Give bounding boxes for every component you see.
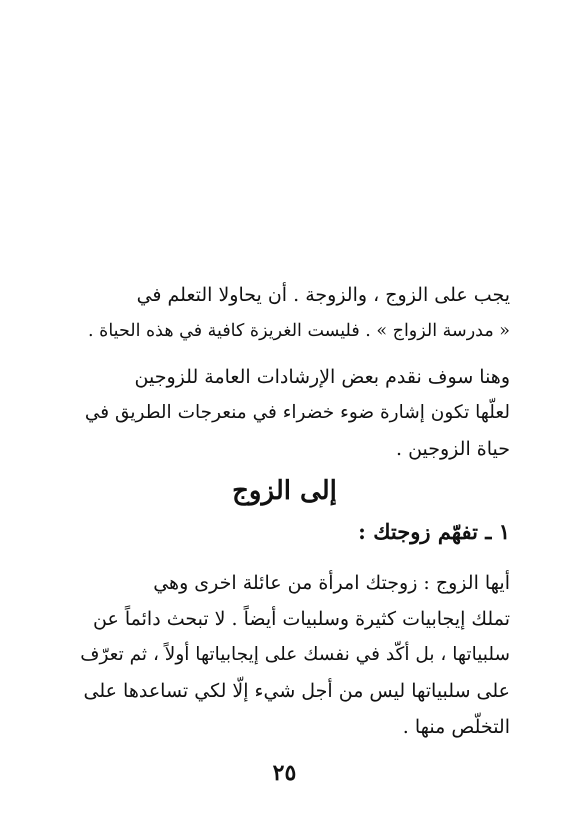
paragraph-marriage-school bbox=[80, 277, 510, 349]
numbered-subheading: ١ ـ تفهّم زوجتك : bbox=[358, 519, 510, 544]
page-number: ٢٥ bbox=[272, 760, 297, 786]
paragraph-line: أيها الزوج : زوجتك امرأة من عائلة اخرى وهي bbox=[153, 572, 510, 594]
paragraph-guidance-intro bbox=[80, 359, 510, 467]
paragraph-line: يجب على الزوج ، والزوجة . أن يحاولا التعلم في bbox=[136, 284, 510, 306]
paragraph-understand-wife bbox=[80, 565, 510, 745]
paragraph-line: سلبياتها ، بل أكّد في نفسك على إيجابياتها أولاً ، ثم تعرّف bbox=[80, 644, 510, 665]
paragraph-line: وهنا سوف نقدم بعض الإرشادات العامة للزوجين bbox=[134, 366, 510, 388]
paragraph-line: لعلّها تكون إشارة ضوء خضراء في منعرجات الطريق في bbox=[84, 402, 510, 423]
paragraph-line: تملك إيجابيات كثيرة وسلبيات أيضاً . لا تبحث دائماً عن bbox=[93, 608, 510, 630]
paragraph-line: « مدرسة الزواج » . فليست الغريزة كافية في هذه الحياة . bbox=[88, 321, 510, 341]
paragraph-line: التخلّص منها . bbox=[402, 716, 510, 738]
section-heading: إلى الزوج bbox=[232, 476, 337, 506]
paragraph-line: حياة الزوجين . bbox=[395, 438, 510, 460]
paragraph-line: على سلبياتها ليس من أجل شيء إلّا لكي تساعدها على bbox=[83, 680, 510, 702]
